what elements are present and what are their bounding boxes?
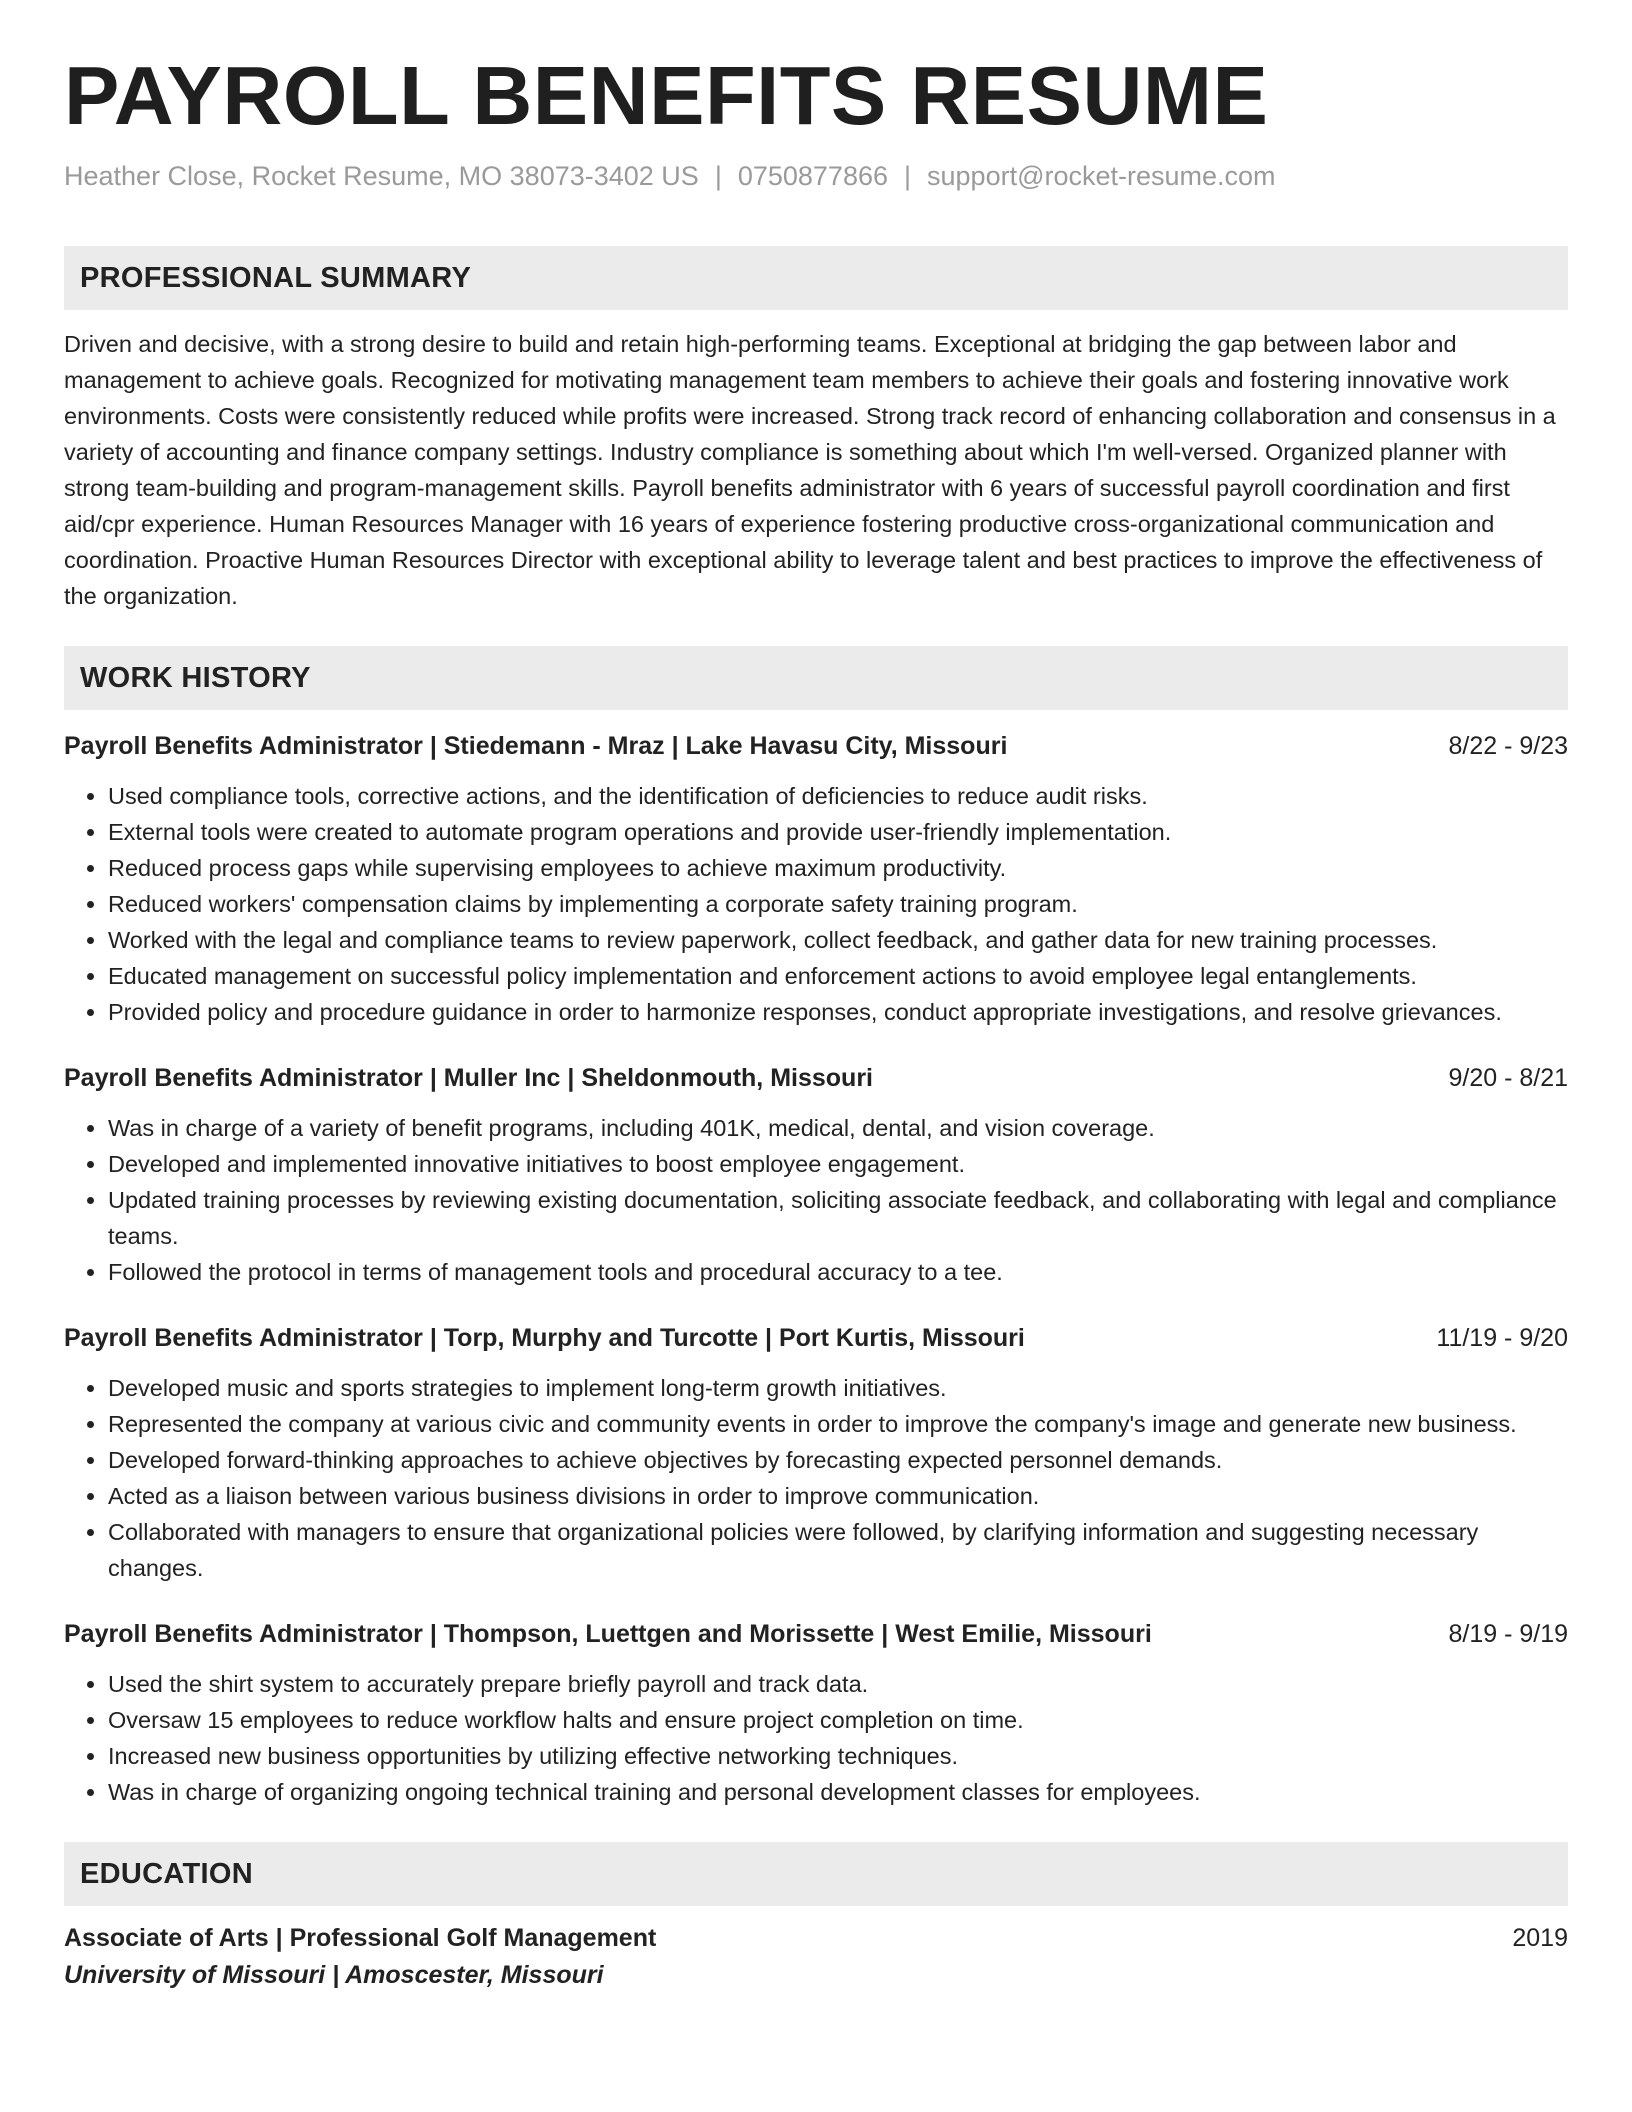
job-bullet: • Increased new business opportunities by utilizing effective networking techniques.	[108, 1738, 1568, 1774]
education-school: University of Missouri | Amoscester, Missouri	[64, 1961, 604, 1990]
contact-phone: 0750877866	[737, 161, 888, 192]
job-header	[64, 1616, 1568, 1652]
job-header	[64, 1320, 1568, 1356]
section-title-work-history: WORK HISTORY	[80, 661, 311, 694]
job-bullet: • Used compliance tools, corrective actions, and the identification of deficiencies to reduce audit risks.	[108, 778, 1568, 814]
job-dates: 9/20 - 8/21	[1448, 1064, 1568, 1093]
education-degree: Associate of Arts | Professional Golf Management	[64, 1924, 657, 1953]
contact-separator: |	[904, 161, 912, 192]
job-bullet: • Was in charge of organizing ongoing technical training and personal development classes for employees.	[108, 1774, 1568, 1810]
job-bullet: • Worked with the legal and compliance teams to review paperwork, collect feedback, and gather data for new training processes.	[108, 922, 1568, 958]
job-entry	[64, 1060, 1568, 1290]
job-bullet: • Updated training processes by reviewing existing documentation, soliciting associate feedback, and collaborating with legal and compliance teams.	[108, 1182, 1568, 1254]
job-bullet-list	[64, 1370, 1568, 1586]
contact-email: support@rocket-resume.com	[927, 161, 1276, 192]
job-dates: 8/19 - 9/19	[1448, 1620, 1568, 1649]
job-title: Payroll Benefits Administrator | Muller Inc | Sheldonmouth, Missouri	[64, 1064, 873, 1093]
job-title: Payroll Benefits Administrator | Torp, Murphy and Turcotte | Port Kurtis, Missouri	[64, 1324, 1025, 1353]
job-entry	[64, 1616, 1568, 1810]
job-title: Payroll Benefits Administrator | Stiedemann - Mraz | Lake Havasu City, Missouri	[64, 732, 1008, 761]
job-bullet: • Reduced workers' compensation claims by implementing a corporate safety training program.	[108, 886, 1568, 922]
section-title-education: EDUCATION	[80, 1857, 253, 1890]
job-title: Payroll Benefits Administrator | Thompson, Luettgen and Morissette | West Emilie, Missouri	[64, 1620, 1152, 1649]
job-entry	[64, 728, 1568, 1030]
job-bullet-list	[64, 1666, 1568, 1810]
job-bullet: • Represented the company at various civic and community events in order to improve the company's image and generate new business.	[108, 1406, 1568, 1442]
education-header	[64, 1920, 1568, 1956]
contact-separator: |	[714, 161, 722, 192]
section-header-summary	[64, 246, 1568, 310]
job-dates: 11/19 - 9/20	[1436, 1324, 1568, 1353]
job-bullet: • Developed music and sports strategies to implement long-term growth initiatives.	[108, 1370, 1568, 1406]
resume-title: PAYROLL BENEFITS RESUME	[64, 49, 1269, 142]
job-header	[64, 1060, 1568, 1096]
section-title-summary: PROFESSIONAL SUMMARY	[80, 261, 472, 294]
job-bullet: • Provided policy and procedure guidance in order to harmonize responses, conduct appropriate investigations, and resolve grievances.	[108, 994, 1568, 1030]
job-bullet: • Educated management on successful policy implementation and enforcement actions to avoid employee legal entanglements.	[108, 958, 1568, 994]
job-bullet-list	[64, 778, 1568, 1030]
section-header-education	[64, 1842, 1568, 1906]
job-bullet: • Developed forward-thinking approaches to achieve objectives by forecasting expected personnel demands.	[108, 1442, 1568, 1478]
section-header-work-history	[64, 646, 1568, 710]
job-entry	[64, 1320, 1568, 1586]
job-dates: 8/22 - 9/23	[1448, 732, 1568, 761]
job-bullet: • External tools were created to automate program operations and provide user-friendly implementation.	[108, 814, 1568, 850]
job-bullet: • Developed and implemented innovative initiatives to boost employee engagement.	[108, 1146, 1568, 1182]
job-bullet: • Was in charge of a variety of benefit programs, including 401K, medical, dental, and vision coverage.	[108, 1110, 1568, 1146]
education-year: 2019	[1512, 1924, 1568, 1953]
job-bullet: • Acted as a liaison between various business divisions in order to improve communication.	[108, 1478, 1568, 1514]
contact-line	[64, 161, 1568, 192]
education-entry	[64, 1920, 1568, 1994]
job-bullet: • Collaborated with managers to ensure that organizational policies were followed, by clarifying information and suggesting necessary changes.	[108, 1514, 1568, 1586]
job-bullet: • Followed the protocol in terms of management tools and procedural accuracy to a tee.	[108, 1254, 1568, 1290]
professional-summary-text: Driven and decisive, with a strong desire to build and retain high-performing teams. Exceptional at bridging the gap between labor and management to achieve goals. Recognized for motivating management team members to achieve their goals and fostering innovative work environments. Costs were consistently reduced while profits were increased. Strong track record of enhancing collaboration and consensus in a variety of accounting and finance company settings. Industry compliance is something about which I'm well-versed. Organized planner with strong team-building and program-management skills. Payroll benefits administrator with 6 years of successful payroll coordination and first aid/cpr experience. Human Resources Manager with 16 years of experience fostering productive cross-organizational communication and coordination. Proactive Human Resources Director with exceptional ability to leverage talent and best practices to improve the effectiveness of the organization.	[64, 331, 1556, 610]
job-bullet: • Used the shirt system to accurately prepare briefly payroll and track data.	[108, 1666, 1568, 1702]
job-bullet-list	[64, 1110, 1568, 1290]
contact-address: Heather Close, Rocket Resume, MO 38073-3402 US	[64, 161, 699, 192]
job-bullet: • Reduced process gaps while supervising employees to achieve maximum productivity.	[108, 850, 1568, 886]
job-bullet: • Oversaw 15 employees to reduce workflow halts and ensure project completion on time.	[108, 1702, 1568, 1738]
job-header	[64, 728, 1568, 764]
